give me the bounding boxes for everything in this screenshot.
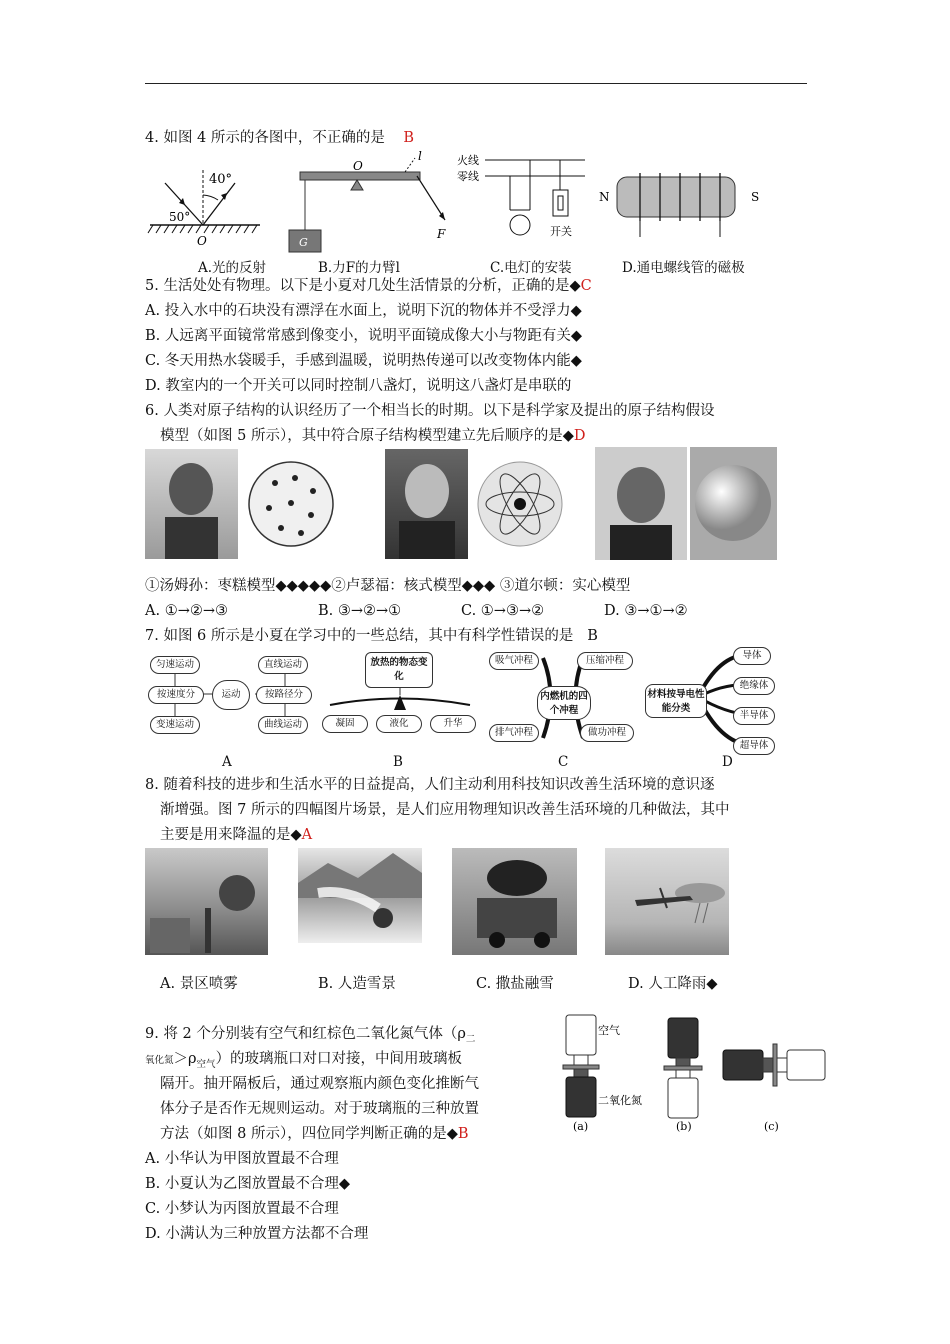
lever-g-label: G xyxy=(299,236,308,249)
q6-option-c: C. ①→③→② xyxy=(461,603,545,619)
q7-letter-d: D xyxy=(722,754,733,770)
q4-fig-solenoid xyxy=(595,165,770,250)
q7-letter-c: C xyxy=(558,754,569,770)
q9-option-d: D. 小满认为三种放置方法都不合理 xyxy=(145,1226,369,1242)
q5-option-c: C. 冬天用热水袋暖手，手感到温暖，说明热传递可以改变物体内能◆ xyxy=(145,353,582,369)
label-c: (c) xyxy=(764,1120,779,1133)
solid-sphere-model xyxy=(690,447,777,560)
q8-caption-b: B. 人造雪景 xyxy=(318,976,396,992)
q7-stem: 7. 如图 6 所示是小夏在学习中的一些总结，其中有科学性错误的是 B xyxy=(145,628,598,644)
q9-option-c: C. 小梦认为丙图放置最不合理 xyxy=(145,1201,339,1217)
label-a: (a) xyxy=(573,1120,589,1133)
fig-b-top: 放热的物态变化 xyxy=(365,652,433,688)
fig-c-center: 内燃机的四个冲程 xyxy=(537,686,591,720)
q9-answer: B xyxy=(457,1126,469,1142)
q5-option-b: B. 人远离平面镜常常感到像变小，说明平面镜成像大小与物距有关◆ xyxy=(145,328,583,344)
q8-answer: A xyxy=(301,827,313,843)
label-b: (b) xyxy=(676,1120,692,1133)
fig-b-item-2: 液化 xyxy=(376,715,422,733)
lever-l-label: l xyxy=(418,150,422,163)
fig-d-item-1: 导体 xyxy=(733,647,771,665)
fig-a-br: 曲线运动 xyxy=(258,716,308,734)
fig-b-item-3: 升华 xyxy=(430,715,476,733)
q6-models: ①汤姆孙：枣糕模型◆◆◆◆◆②卢瑟福：核式模型◆◆◆ ③道尔顿：实心模型 xyxy=(145,578,631,594)
fig-c-tl: 吸气冲程 xyxy=(489,652,539,670)
fig-c-bl: 排气冲程 xyxy=(489,724,539,742)
q8-caption-d: D. 人工降雨◆ xyxy=(628,976,718,992)
q4-caption-d: D.通电螺线管的磁极 xyxy=(622,260,745,276)
q6-option-b: B. ③→②→① xyxy=(318,603,402,619)
spray-photo xyxy=(145,848,268,955)
q6-option-a: A. ①→②→③ xyxy=(145,603,228,619)
plum-pudding-model xyxy=(245,453,337,555)
q7-letter-b: B xyxy=(393,754,403,770)
lever-f-label: F xyxy=(437,227,446,241)
q6-option-d: D. ③→①→② xyxy=(604,603,688,619)
q4-stem: 4. 如图 4 所示的各图中，不正确的是 B xyxy=(145,130,414,146)
fig-a-bl: 变速运动 xyxy=(150,716,200,734)
q9-line2: 氧化氮$>\rho_{空气}$）的玻璃瓶口对口对接，中间用玻璃板 xyxy=(145,1051,463,1070)
q5-option-a: A. 投入水中的石块没有漂浮在水面上，说明下沉的物体并不受浮力◆ xyxy=(145,303,582,319)
fig-c-tr: 压缩冲程 xyxy=(577,652,633,670)
fig-d-item-3: 半导体 xyxy=(733,707,775,725)
q4-answer: B xyxy=(403,130,414,146)
q6-answer: D xyxy=(573,428,586,444)
q4-fig-reflection xyxy=(145,165,265,250)
q9-line5: 方法（如图 8 所示），四位同学判断正确的是◆B xyxy=(160,1126,469,1142)
pole-n-label: N xyxy=(599,190,610,204)
q5-stem: 5. 生活处处有物理。以下是小夏对几处生活情景的分析，正确的是◆C xyxy=(145,278,592,294)
q9-line3: 隔开。抽开隔板后，通过观察瓶内颜色变化推断气 xyxy=(160,1076,479,1092)
fire-wire-label: 火线 xyxy=(457,154,479,167)
q7-letter-a: A xyxy=(222,754,232,770)
fig-a-tr: 直线运动 xyxy=(258,656,308,674)
q5-answer: C xyxy=(580,278,592,294)
q4-fig-lever xyxy=(285,150,460,255)
fig-d-center: 材料按导电性能分类 xyxy=(645,684,707,718)
switch-label: 开关 xyxy=(550,225,572,238)
rutherford-portrait xyxy=(385,449,468,559)
fig-b-item-1: 凝固 xyxy=(322,715,368,733)
fig-a-left-mid: 按速度分 xyxy=(148,686,204,704)
air-label: 空气 xyxy=(598,1024,620,1037)
q4-caption-c: C.电灯的安装 xyxy=(490,260,572,276)
lever-o-label: O xyxy=(353,159,363,173)
q5-option-d: D. 教室内的一个开关可以同时控制八盏灯，说明这八盏灯是串联的 xyxy=(145,378,572,394)
salt-photo xyxy=(452,848,577,955)
dalton-portrait xyxy=(595,447,687,560)
rain-photo xyxy=(605,848,729,955)
fig-a-tl: 匀速运动 xyxy=(150,656,200,674)
pole-s-label: S xyxy=(751,190,760,204)
snow-photo xyxy=(298,848,422,943)
fig-c-br: 做功冲程 xyxy=(580,724,634,742)
q9-figure xyxy=(558,1010,828,1135)
q8-caption-c: C. 撒盐融雪 xyxy=(476,976,554,992)
nuclear-model xyxy=(474,453,566,555)
q7-answer: B xyxy=(587,628,598,644)
fig-d-item-2: 绝缘体 xyxy=(733,677,775,695)
fig-a-center: 运动 xyxy=(212,680,250,710)
q9-line1: 9. 将 2 个分别装有空气和红棕色二氧化氮气体（$\rho_二$ xyxy=(145,1026,476,1045)
point-o-label: O xyxy=(197,234,207,248)
fig-d-item-4: 超导体 xyxy=(733,737,775,755)
q8-stem-line2: 渐增强。图 7 所示的四幅图片场景，是人们应用物理知识改善生活环境的几种做法，其中 xyxy=(160,802,730,818)
q8-stem-line1: 8. 随着科技的进步和生活水平的日益提高，人们主动利用科技知识改善生活环境的意识逐 xyxy=(145,777,715,793)
q8-caption-a: A. 景区喷雾 xyxy=(160,976,238,992)
q9-line4: 体分子是否作无规则运动。对于玻璃瓶的三种放置 xyxy=(160,1101,479,1117)
angle-40-label: 40° xyxy=(209,172,233,187)
q6-stem-line2: 模型（如图 5 所示），其中符合原子结构模型建立先后顺序的是◆D xyxy=(160,428,586,444)
no2-label: 二氧化氮 xyxy=(598,1094,642,1107)
q4-caption-a: A.光的反射 xyxy=(198,260,267,276)
q8-stem-line3: 主要是用来降温的是◆A xyxy=(160,827,313,843)
q9-option-a: A. 小华认为甲图放置最不合理 xyxy=(145,1151,339,1167)
angle-50-label: 50° xyxy=(169,210,191,224)
header-rule xyxy=(145,83,807,84)
thomson-portrait xyxy=(145,449,238,559)
zero-wire-label: 零线 xyxy=(457,170,479,183)
q6-stem-line1: 6. 人类对原子结构的认识经历了一个相当长的时期。以下是科学家及提出的原子结构假设 xyxy=(145,403,715,419)
q9-option-b: B. 小夏认为乙图放置最不合理◆ xyxy=(145,1176,351,1192)
fig-a-right-mid: 按路径分 xyxy=(256,686,312,704)
q4-caption-b: B.力F的力臂l xyxy=(318,260,400,276)
q4-fig-lamp xyxy=(455,150,590,255)
